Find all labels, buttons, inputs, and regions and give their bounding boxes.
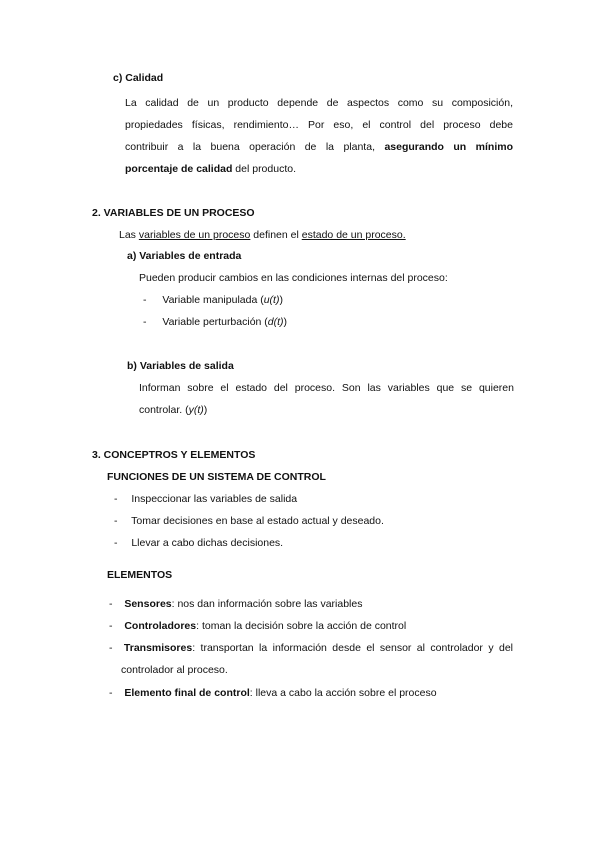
salida-line-2: controlar. (y(t)) [139,404,208,416]
salida-heading: b) Variables de salida [127,360,234,372]
section-c-line-3-bold: asegurando un mínimo [384,141,513,153]
bullet-dash: - [114,493,118,505]
elemento-term: Elemento final de control [124,687,250,699]
elemento-term: Controladores [124,620,197,632]
section-c-line-2: propiedades físicas, rendimiento… Por eso, el control del proceso debe [125,119,513,131]
var-u: u(t) [263,294,280,306]
intro-pre: Las [119,229,136,241]
elemento-term: Transmisores [123,642,193,654]
bullet-dash: - [143,316,147,328]
elementos-heading: ELEMENTOS [107,569,173,581]
elemento-item-continuation: controlador al proceso. [121,664,228,676]
bullet-dash: - [109,620,113,632]
elemento-item: - Controladores: toman la decisión sobre la acción de control [109,620,407,632]
section-c-line-4-normal: del producto. [235,163,297,175]
section-c-line-1: La calidad de un producto depende de aspectos como su composición, [125,97,513,109]
entrada-item: - Variable perturbación (d(t)) [143,316,288,328]
section-c-line-4-bold: porcentaje de calidad [125,163,233,175]
section-2-intro [119,229,406,241]
elemento-item: - Sensores: nos dan información sobre las variables [109,598,363,610]
entrada-heading: a) Variables de entrada [127,250,242,262]
bullet-dash: - [114,515,118,527]
entrada-item: - Variable manipulada (u(t)) [143,294,283,306]
section-2-heading: 2. VARIABLES DE UN PROCESO [92,207,255,219]
var-y: y(t) [188,404,204,416]
bullet-dash: - [109,642,113,654]
section-c-line-3-normal: contribuir a la buena operación de la planta, [125,141,375,153]
intro-estado-link: estado de un proceso. [301,229,406,241]
entrada-text: Pueden producir cambios en las condiciones internas del proceso: [139,272,448,284]
bullet-dash: - [109,687,113,699]
section-c-line-3 [125,141,513,153]
section-3-heading: 3. CONCEPTROS Y ELEMENTOS [92,449,256,461]
elemento-item: - Transmisores: transportan la información desde el sensor al controlador y del [109,642,513,654]
elemento-term: Sensores [124,598,172,610]
funcion-item: - Tomar decisiones en base al estado actual y deseado. [114,515,384,527]
section-c-line-4 [125,163,296,175]
elemento-item: - Elemento final de control: lleva a cabo la acción sobre el proceso [109,687,437,699]
var-d: d(t) [267,316,284,328]
funcion-item: - Llevar a cabo dichas decisiones. [114,537,284,549]
intro-variables-link: variables de un proceso [138,229,251,241]
salida-line-1: Informan sobre el estado del proceso. Son las variables que se quieren [139,382,514,394]
bullet-dash: - [143,294,147,306]
funcion-item: - Inspeccionar las variables de salida [114,493,298,505]
bullet-dash: - [114,537,118,549]
bullet-dash: - [109,598,113,610]
funciones-heading: FUNCIONES DE UN SISTEMA DE CONTROL [107,471,326,483]
intro-mid: definen el [253,229,299,241]
section-c-heading: c) Calidad [113,72,164,84]
